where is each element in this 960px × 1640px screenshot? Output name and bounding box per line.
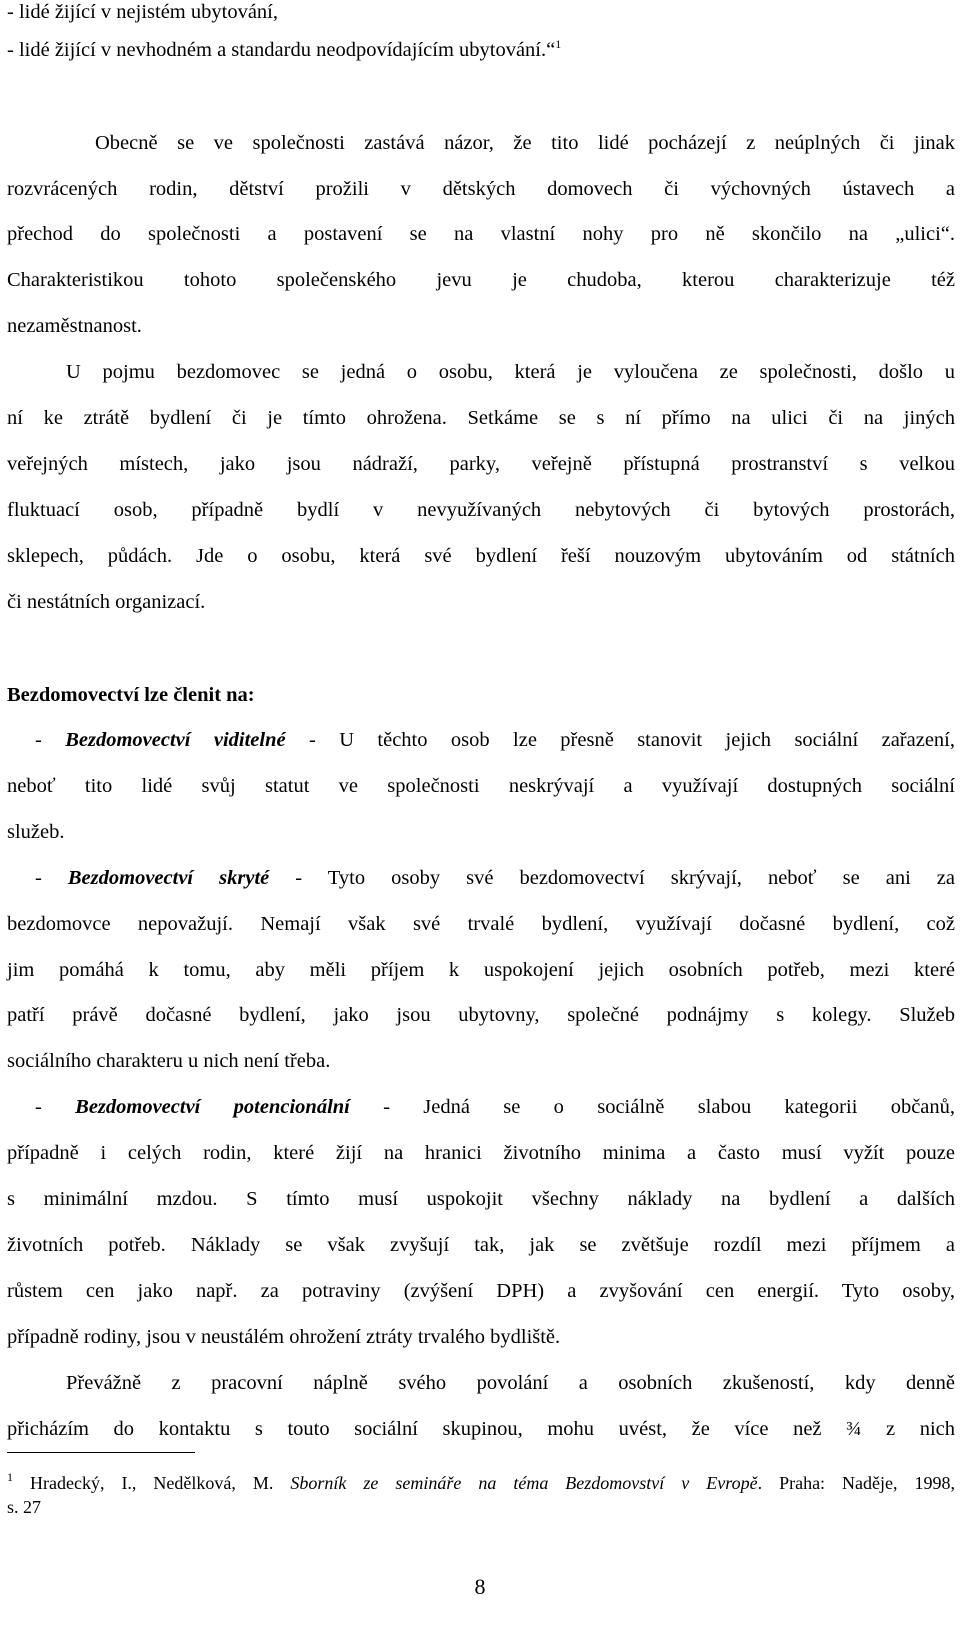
paragraph-line: přicházím do kontaktu s touto sociální skupinou, mohu uvést, že více než ¾ z nich bbox=[7, 1418, 955, 1440]
footnote-pages: s. 27 bbox=[7, 1497, 42, 1517]
term-hidden: Bezdomovectví skryté bbox=[67, 867, 270, 889]
footnote-mark: 1 bbox=[7, 1470, 13, 1484]
footnote-divider bbox=[7, 1452, 195, 1453]
category-potential-line bbox=[35, 1095, 955, 1119]
section-heading: Bezdomovectví lze členit na: bbox=[7, 684, 255, 706]
term-potential: Bezdomovectví potencionální bbox=[75, 1096, 350, 1118]
dash: - bbox=[35, 729, 66, 751]
footnote-title: Sborník ze semináře na téma Bezdomovství v Evropě bbox=[290, 1473, 758, 1493]
paragraph-line: případně i celých rodin, které žijí na hranici životního minima a často musí vyžít pouze bbox=[7, 1142, 955, 1164]
paragraph-line: případně rodiny, jsou v neustálém ohrožení ztráty trvalého bydliště. bbox=[7, 1326, 561, 1348]
category-visible-line bbox=[35, 728, 955, 752]
list-item-text: - lidé žijící v nevhodném a standardu neodpovídajícím ubytování.“ bbox=[7, 39, 556, 61]
paragraph-line: U pojmu bezdomovec se jedná o osobu, která je vyloučena ze společnosti, došlo u bbox=[66, 361, 955, 383]
term-visible: Bezdomovectví viditelné bbox=[65, 729, 286, 751]
paragraph-line: Charakteristikou tohoto společenského jevu je chudoba, kterou charakterizuje též bbox=[7, 269, 955, 291]
paragraph-line: Obecně se ve společnosti zastává názor, že tito lidé pocházejí z neúplných či jinak bbox=[95, 132, 955, 154]
paragraph-line: přechod do společnosti a postavení se na vlastní nohy pro ně skončilo na „ulici“. bbox=[7, 223, 955, 245]
paragraph-line: jim pomáhá k tomu, aby měli příjem k uspokojení jejich osobních potřeb, mezi které bbox=[7, 959, 955, 981]
term-description: - Jedná se o sociálně slabou kategorii občanů, bbox=[349, 1096, 956, 1118]
footnote-publisher: . Praha: Naděje, 1998, bbox=[757, 1473, 956, 1493]
page-number: 8 bbox=[474, 1574, 486, 1599]
paragraph-line: rozvrácených rodin, dětství prožili v dětských domovech či výchovných ústavech a bbox=[7, 178, 955, 200]
category-hidden-line bbox=[35, 866, 955, 890]
term-description: - U těchto osob lze přesně stanovit jejich sociální zařazení, bbox=[285, 729, 955, 751]
footnote-reference[interactable]: 1 bbox=[555, 37, 562, 51]
paragraph-line: ní ke ztrátě bydlení či je tímto ohrožena. Setkáme se s ní přímo na ulici či na jiných bbox=[7, 407, 955, 429]
term-description: - Tyto osoby své bezdomovectví skrývají, neboť se ani za bbox=[269, 867, 956, 889]
paragraph-line: s minimální mzdou. S tímto musí uspokojit všechny náklady na bydlení a dalších bbox=[7, 1188, 955, 1210]
paragraph-line: bezdomovce nepovažují. Nemají však své trvalé bydlení, využívají dočasné bydlení, což bbox=[7, 913, 955, 935]
paragraph-line: životních potřeb. Náklady se však zvyšují tak, jak se zvětšuje rozdíl mezi příjmem a bbox=[7, 1234, 955, 1256]
paragraph-line: sociálního charakteru u nich není třeba. bbox=[7, 1050, 331, 1072]
footnote bbox=[7, 1472, 955, 1494]
footnote-authors: Hradecký, I., Nedělková, M. bbox=[13, 1473, 291, 1493]
paragraph-line: sklepech, půdách. Jde o osobu, která své bydlení řeší nouzovým ubytováním od státních bbox=[7, 545, 955, 567]
paragraph-line: Převážně z pracovní náplně svého povolání a osobních zkušeností, kdy denně bbox=[66, 1372, 955, 1394]
paragraph-line: neboť tito lidé svůj statut ve společnosti neskrývají a využívají dostupných sociální bbox=[7, 775, 955, 797]
list-item bbox=[7, 38, 960, 62]
list-item: - lidé žijící v nejistém ubytování, bbox=[7, 1, 278, 23]
paragraph-line: patří právě dočasné bydlení, jako jsou ubytovny, společné podnájmy s kolegy. Služeb bbox=[7, 1004, 955, 1026]
paragraph-line: služeb. bbox=[7, 821, 65, 843]
paragraph-line: fluktuací osob, případně bydlí v nevyužívaných nebytových či bytových prostorách, bbox=[7, 499, 955, 521]
dash: - bbox=[35, 867, 68, 889]
paragraph-line: nezaměstnanost. bbox=[7, 315, 142, 337]
paragraph-line: veřejných místech, jako jsou nádraží, parky, veřejně přístupná prostranství s velkou bbox=[7, 453, 955, 475]
paragraph-line: či nestátních organizací. bbox=[7, 591, 206, 613]
dash: - bbox=[35, 1096, 76, 1118]
paragraph-line: růstem cen jako např. za potraviny (zvýšení DPH) a zvyšování cen energií. Tyto osoby, bbox=[7, 1280, 955, 1302]
